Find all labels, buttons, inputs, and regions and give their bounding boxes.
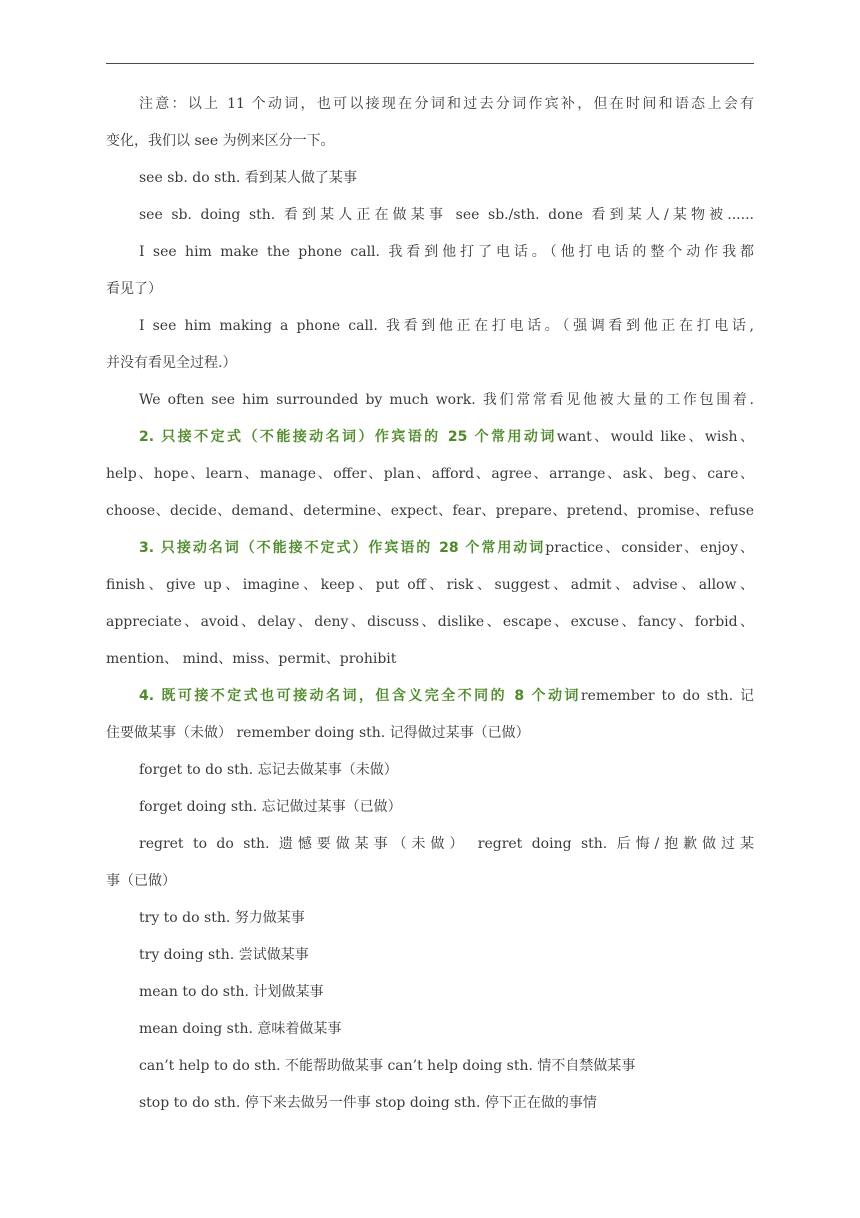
line-text: 看见了）: [106, 281, 162, 297]
text-line: [106, 937, 754, 974]
text-line: [106, 863, 754, 900]
text-line: [106, 197, 754, 234]
line-text: appreciate、avoid、delay、deny、discuss、dislike、escape、excuse、fancy、forbid、: [106, 614, 754, 630]
line-text: try to do sth. 努力做某事: [139, 910, 305, 926]
text-line: [106, 900, 754, 937]
line-text: forget doing sth. 忘记做过某事（已做）: [139, 799, 402, 815]
line-text: practice、consider、enjoy、: [545, 540, 754, 556]
text-line: [106, 789, 754, 826]
text-line: [106, 752, 754, 789]
line-text: mean to do sth. 计划做某事: [139, 984, 324, 1000]
header-rule: [106, 63, 754, 64]
line-text: can’t help to do sth. 不能帮助做某事 can’t help doing sth. 情不自禁做某事: [139, 1058, 636, 1074]
text-line: [106, 678, 754, 715]
line-text: 注意：以上 11 个动词，也可以接现在分词和过去分词作宾补，但在时间和语态上会有: [139, 96, 754, 112]
text-line: [106, 974, 754, 1011]
line-text: stop to do sth. 停下来去做另一件事 stop doing sth. 停下正在做的事情: [139, 1095, 597, 1111]
line-text: remember to do sth. 记: [580, 688, 754, 704]
text-line: [106, 1011, 754, 1048]
line-text: finish、give up、imagine、keep、put off、risk、suggest、admit、advise、allow、: [106, 577, 754, 593]
line-text: help、hope、learn、manage、offer、plan、afford、agree、arrange、ask、beg、care、: [106, 466, 754, 482]
text-line: [106, 641, 754, 678]
line-text: want、would like、wish、: [556, 429, 754, 445]
text-line: [106, 382, 754, 419]
line-text: see sb. doing sth. 看到某人正在做某事 see sb./sth. done 看到某人/某物被......: [139, 207, 754, 223]
line-text: I see him make the phone call. 我看到他打了电话。（他打电话的整个动作我都: [139, 244, 754, 260]
text-line: [106, 604, 754, 641]
text-line: [106, 271, 754, 308]
line-text: We often see him surrounded by much work. 我们常常看见他被大量的工作包围着.: [139, 392, 754, 408]
text-line: [106, 419, 754, 456]
line-text: see sb. do sth. 看到某人做了某事: [139, 170, 357, 186]
text-line: [106, 493, 754, 530]
document-body: [106, 86, 754, 1122]
text-line: [106, 530, 754, 567]
text-line: [106, 345, 754, 382]
line-text: 住要做某事（未做） remember doing sth. 记得做过某事（已做）: [106, 725, 530, 741]
line-text: try doing sth. 尝试做某事: [139, 947, 309, 963]
line-text: I see him making a phone call. 我看到他正在打电话。（强调看到他正在打电话,: [139, 318, 754, 334]
line-text: forget to do sth. 忘记去做某事（未做）: [139, 762, 398, 778]
text-line: [106, 86, 754, 123]
line-text: regret to do sth. 遗憾要做某事（未做） regret doing sth. 后悔/抱歉做过某: [139, 836, 754, 852]
line-text: 变化，我们以 see 为例来区分一下。: [106, 133, 335, 149]
line-text: 并没有看见全过程.）: [106, 355, 237, 371]
section-heading: 4. 既可接不定式也可接动名词，但含义完全不同的 8 个动词: [139, 688, 581, 704]
text-line: [106, 160, 754, 197]
text-line: [106, 826, 754, 863]
line-text: choose、decide、demand、determine、expect、fear、prepare、pretend、promise、refuse: [106, 503, 754, 519]
text-line: [106, 567, 754, 604]
text-line: [106, 123, 754, 160]
line-text: mean doing sth. 意味着做某事: [139, 1021, 342, 1037]
line-text: mention、 mind、miss、permit、prohibit: [106, 651, 397, 667]
text-line: [106, 308, 754, 345]
text-line: [106, 1048, 754, 1085]
section-heading: 2. 只接不定式（不能接动名词）作宾语的 25 个常用动词: [139, 429, 557, 445]
text-line: [106, 234, 754, 271]
text-line: [106, 1085, 754, 1122]
line-text: 事（已做）: [106, 873, 176, 889]
text-line: [106, 715, 754, 752]
text-line: [106, 456, 754, 493]
section-heading: 3. 只接动名词（不能接不定式）作宾语的 28 个常用动词: [139, 540, 546, 556]
